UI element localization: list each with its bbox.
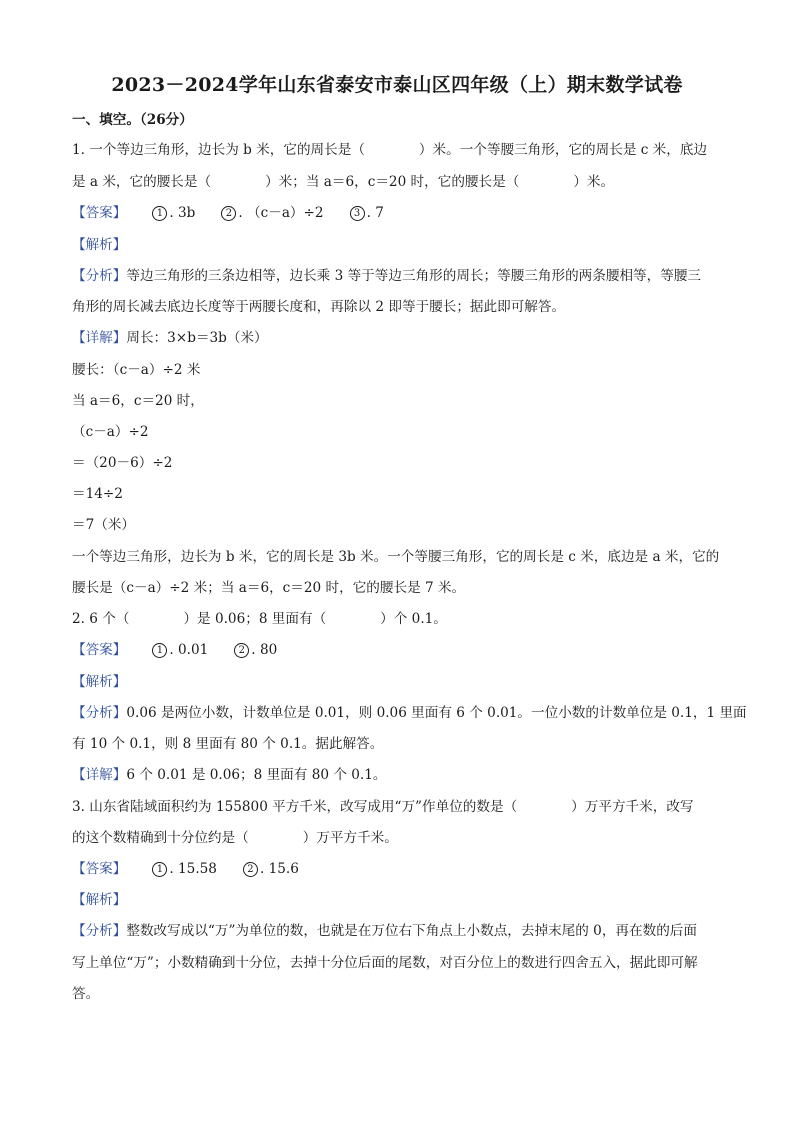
question-2-stem: 2. 6 个（ ）是 0.06；8 里面有（ ）个 0.1。: [72, 611, 447, 627]
question-3-answer: [72, 859, 299, 879]
solution-step: 腰长：（c－a）÷2 米: [72, 362, 201, 378]
question-3-stem-line1: 3. 山东省陆域面积约为 155800 平方千米，改写成用“万”作单位的数是（ ）万平方千米，改写: [72, 799, 694, 815]
solution-step: （c－a）÷2: [72, 424, 149, 440]
question-3-analysis-line3: 答。: [72, 986, 100, 1002]
answer-tag: 【答案】: [72, 205, 127, 221]
analysis-tag: 【分析】: [72, 268, 127, 284]
question-2-detail: 【详解】6 个 0.01 是 0.06；8 里面有 80 个 0.1。: [72, 767, 387, 783]
jiexi-tag: 【解析】: [72, 237, 127, 253]
circled-number: 1: [152, 862, 167, 877]
answer-item: 1 . 3b: [152, 203, 195, 223]
solution-step: 当 a＝6，c＝20 时，: [72, 393, 204, 409]
circled-number: 1: [152, 206, 167, 221]
answer-item: 1 . 0.01: [152, 640, 208, 660]
circled-number: 2: [234, 643, 249, 658]
page-title: 2023－2024学年山东省泰安市泰山区四年级（上）期末数学试卷: [111, 74, 683, 96]
section-heading: 一、填空。（26分）: [72, 112, 193, 128]
jiexi-tag: 【解析】: [72, 892, 127, 908]
question-1-detail-line1: 【详解】周长：3×b＝3b（米）: [72, 330, 268, 346]
question-2-answer: [72, 640, 277, 660]
question-1-analysis-line1: 【分析】等边三角形的三条边相等，边长乘 3 等于等边三角形的周长；等腰三角形的两条腰相等，等腰三: [72, 268, 702, 284]
answer-item: 3 . 7: [350, 203, 384, 223]
question-3-analysis-line1: 【分析】整数改写成以“万”为单位的数，也就是在万位右下角点上小数点，去掉末尾的 0，再在数的后面: [72, 923, 697, 939]
detail-tag: 【详解】: [72, 767, 127, 783]
analysis-tag: 【分析】: [72, 705, 127, 721]
solution-step: ＝（20－6）÷2: [72, 455, 173, 471]
jiexi-tag: 【解析】: [72, 674, 127, 690]
circled-number: 1: [152, 643, 167, 658]
solution-step: ＝14÷2: [72, 486, 123, 502]
question-1-answer: [72, 203, 384, 223]
answer-item: 2 . 80: [234, 640, 277, 660]
detail-tag: 【详解】: [72, 330, 127, 346]
circled-number: 2: [243, 862, 258, 877]
question-3-stem-line2: 的这个数精确到十分位约是（ ）万平方千米。: [72, 830, 398, 846]
question-1-analysis-line2: 角形的周长减去底边长度等于两腰长度和，再除以 2 即等于腰长；据此即可解答。: [72, 299, 566, 315]
circled-number: 2: [221, 206, 236, 221]
answer-tag: 【答案】: [72, 861, 127, 877]
circled-number: 3: [350, 206, 365, 221]
question-2-analysis-line1: 【分析】0.06 是两位小数，计数单位是 0.01，则 0.06 里面有 6 个 0.01。一位小数的计数单位是 0.1，1 里面: [72, 705, 747, 721]
question-2-analysis-line2: 有 10 个 0.1，则 8 里面有 80 个 0.1。据此解答。: [72, 736, 384, 752]
question-3-analysis-line2: 写上单位“万”；小数精确到十分位，去掉十分位后面的尾数，对百分位上的数进行四舍五入，据此即可解: [72, 955, 698, 971]
solution-step: ＝7（米）: [72, 517, 136, 533]
question-1-stem-line2: 是 a 米，它的腰长是（ ）米；当 a＝6，c＝20 时，它的腰长是（ ）米。: [72, 174, 615, 190]
answer-item: 2 . （c－a）÷2: [221, 203, 323, 223]
question-1-stem-line1: 1. 一个等边三角形，边长为 b 米，它的周长是（ ）米。一个等腰三角形，它的周长是 c 米，底边: [72, 142, 708, 158]
answer-item: 1 . 15.58: [152, 859, 217, 879]
answer-tag: 【答案】: [72, 642, 127, 658]
analysis-tag: 【分析】: [72, 923, 127, 939]
question-1-summary-line2: 腰长是（c－a）÷2 米；当 a＝6，c＝20 时，它的腰长是 7 米。: [72, 580, 466, 596]
answer-item: 2 . 15.6: [243, 859, 299, 879]
question-1-summary-line1: 一个等边三角形，边长为 b 米，它的周长是 3b 米。一个等腰三角形，它的周长是 c 米，底边是 a 米，它的: [72, 549, 720, 565]
